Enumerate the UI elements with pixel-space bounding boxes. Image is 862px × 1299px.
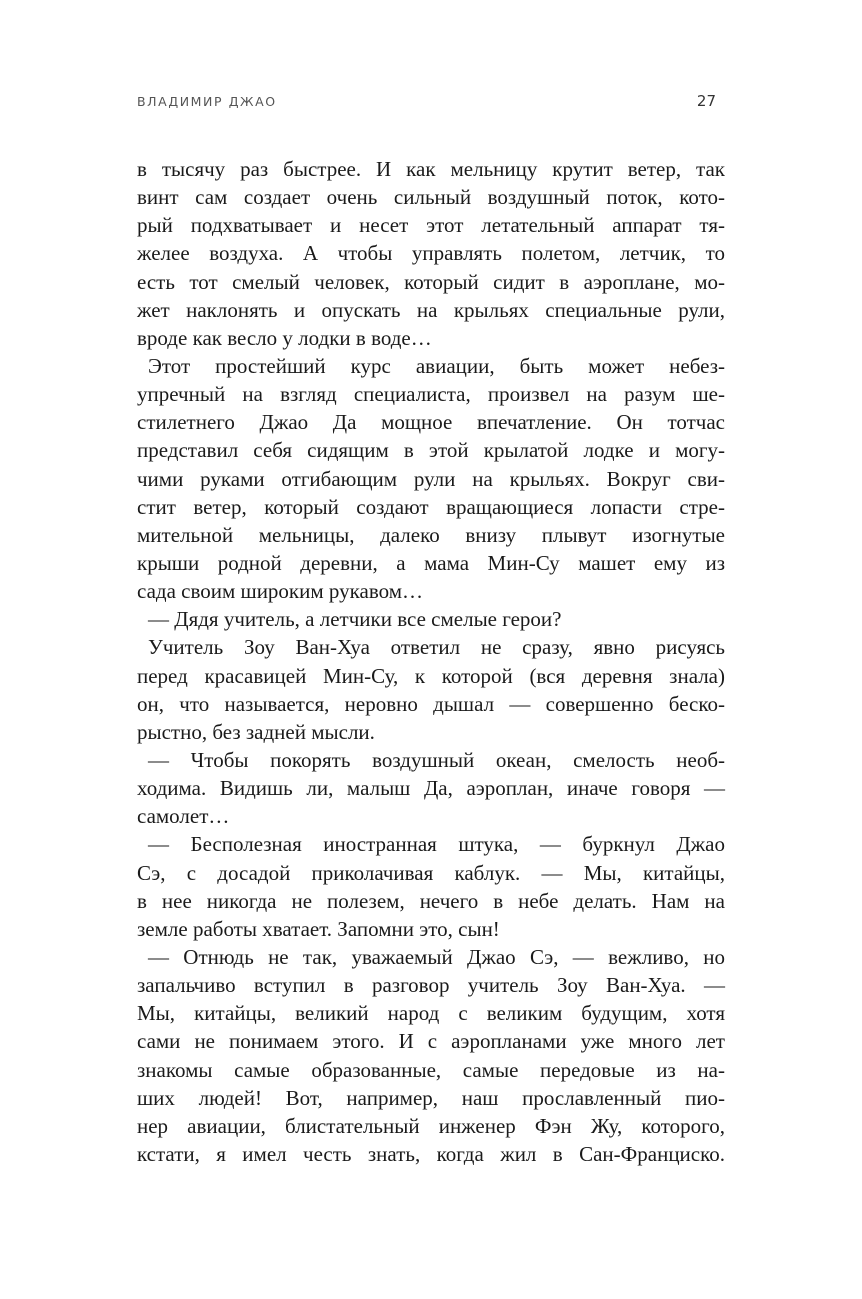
text-line: — Чтобы покорять воздушный океан, смелость необ-	[148, 747, 725, 772]
text-line: есть тот смелый человек, который сидит в аэроплане, мо-	[137, 269, 725, 294]
text-line: земле работы хватает. Запомни это, сын!	[137, 916, 500, 941]
text-line: Сэ, с досадой приколачивая каблук. — Мы, китайцы,	[137, 860, 725, 885]
page-number: 27	[696, 92, 716, 110]
text-line: стит ветер, который создают вращающиеся лопасти стре-	[137, 494, 725, 519]
text-line: Учитель Зоу Ван-Хуа ответил не сразу, явно рисуясь	[148, 635, 725, 660]
text-line: он, что называется, неровно дышал — совершенно беско-	[137, 691, 725, 716]
text-line: желее воздуха. А чтобы управлять полетом, летчик, то	[137, 241, 725, 266]
text-line: рыстно, без задней мысли.	[137, 719, 375, 744]
text-line: в нее никогда не полезем, нечего в небе делать. Нам на	[137, 888, 725, 913]
text-line: кстати, я имел честь знать, когда жил в Сан-Франциско.	[137, 1141, 725, 1166]
text-line: перед красавицей Мин-Су, к которой (вся деревня знала)	[137, 663, 725, 688]
text-line: стилетнего Джао Да мощное впечатление. Он тотчас	[137, 410, 725, 435]
text-line: ходима. Видишь ли, малыш Да, аэроплан, иначе говоря —	[137, 776, 725, 801]
text-line: — Отнюдь не так, уважаемый Джао Сэ, — вежливо, но	[148, 944, 725, 969]
text-line: в тысячу раз быстрее. И как мельницу крутит ветер, так	[137, 157, 725, 181]
text-line: знакомы самые образованные, самые передовые из на-	[137, 1057, 725, 1082]
text-line: рый подхватывает и несет этот летательный аппарат тя-	[137, 213, 725, 238]
text-line: мительной мельницы, далеко внизу плывут изогнутые	[137, 522, 725, 547]
text-line: чими руками отгибающим рули на крыльях. Вокруг сви-	[137, 466, 725, 491]
text-line: винт сам создает очень сильный воздушный поток, кото-	[137, 185, 725, 210]
text-line: — Бесполезная иностранная штука, — буркнул Джао	[148, 832, 725, 857]
text-line: самолет…	[137, 804, 230, 829]
text-line: жет наклонять и опускать на крыльях специальные рули,	[137, 297, 725, 322]
text-line: сами не понимаем этого. И с аэропланами уже много лет	[137, 1029, 725, 1054]
body-text	[137, 155, 725, 1168]
text-line: запальчиво вступил в разговор учитель Зоу Ван-Хуа. —	[137, 973, 725, 998]
text-line: ших людей! Вот, например, наш прославленный пио-	[137, 1085, 725, 1110]
running-header-author: ВЛАДИМИР ДЖАО	[137, 94, 277, 109]
text-line: Этот простейший курс авиации, быть может небез-	[148, 353, 725, 378]
text-line: сада своим широким рукавом…	[137, 579, 424, 604]
text-line: Мы, китайцы, великий народ с великим будущим, хотя	[137, 1001, 725, 1026]
text-line: — Дядя учитель, а летчики все смелые герои?	[148, 607, 562, 632]
text-line: упречный на взгляд специалиста, произвел на разум ше-	[137, 382, 725, 407]
text-line: крыши родной деревни, а мама Мин-Су машет ему из	[137, 550, 725, 575]
text-line: вроде как весло у лодки в воде…	[137, 325, 432, 350]
text-line: нер авиации, блистательный инженер Фэн Жу, которого,	[137, 1113, 725, 1138]
text-line: представил себя сидящим в этой крылатой лодке и могу-	[137, 438, 725, 463]
